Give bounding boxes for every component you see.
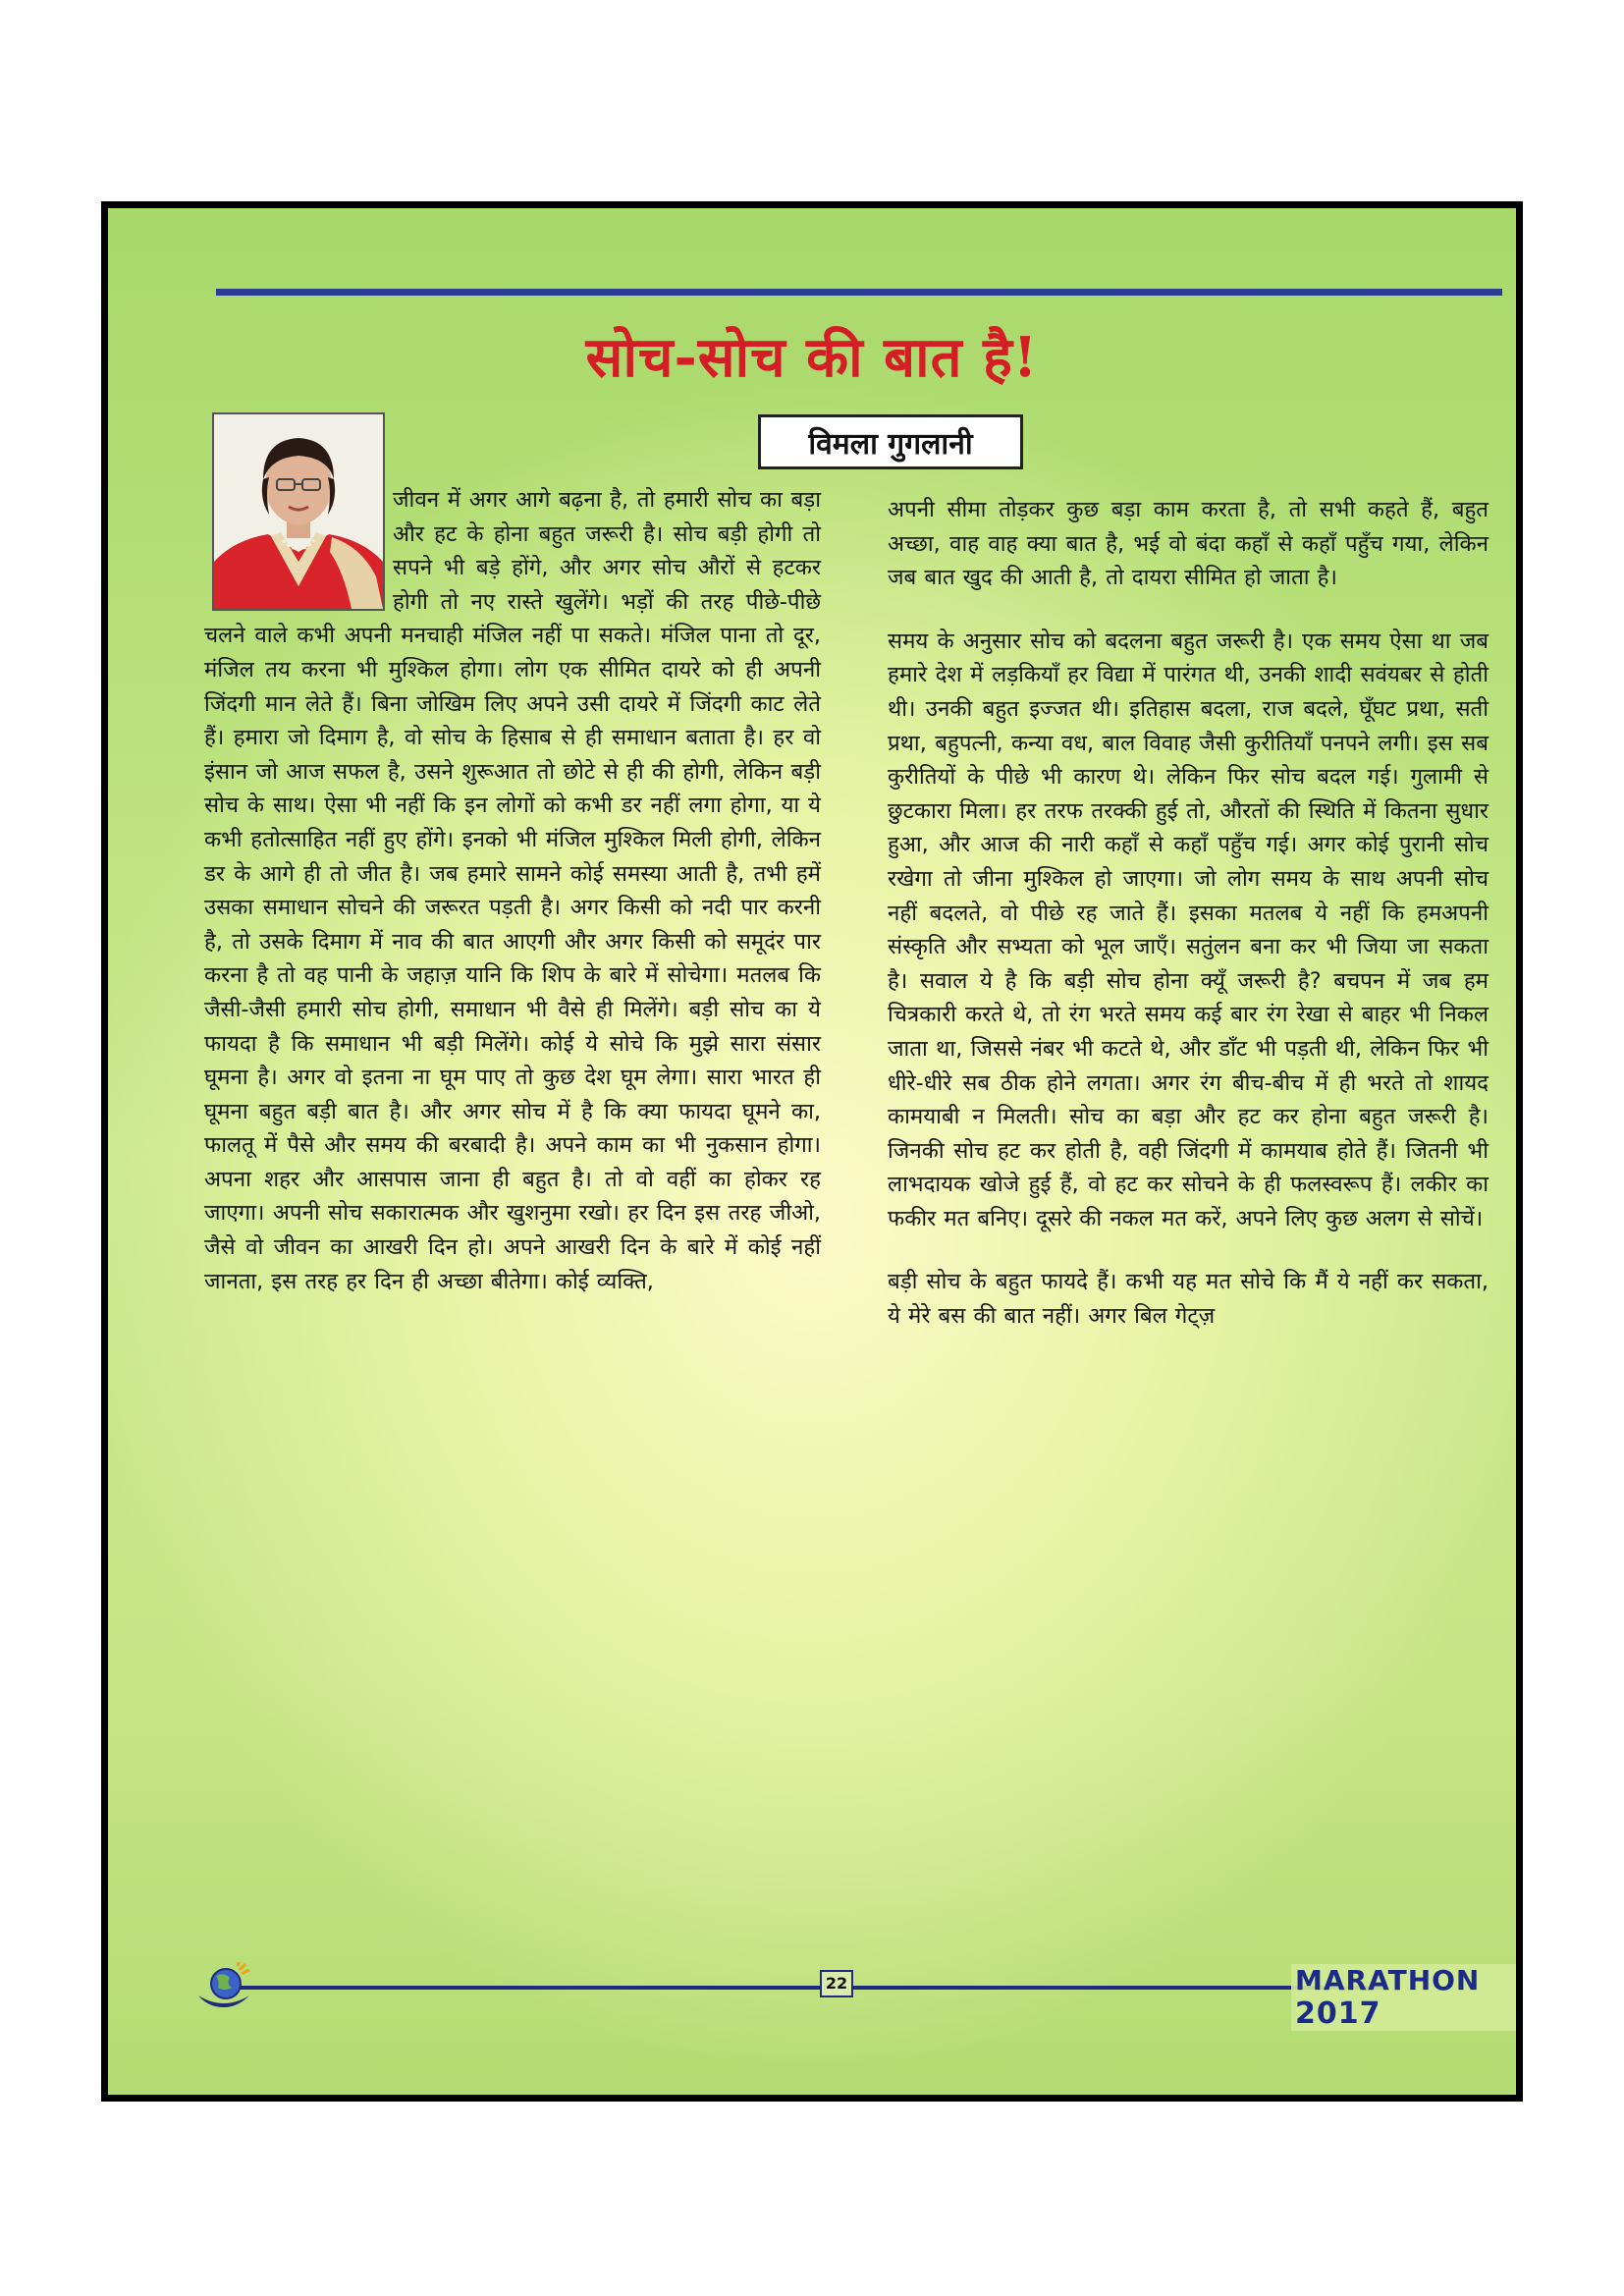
magazine-name <box>1291 1964 1516 2031</box>
right-column <box>888 493 1489 1363</box>
globe-hands-logo-icon <box>194 1962 253 2011</box>
magazine-title: MARATHON <box>1295 1964 1481 1996</box>
article-title: सोच-सोच की बात है! <box>585 325 1039 390</box>
right-paragraph-2: समय के अनुसार सोच को बदलना बहुत जरूरी है। एक समय ऐसा था जब हमारे देश में लड़कियाँ हर विद्या में पारंगत थी, उनकी शादी सवंयबर से होती थी। उनकी बहुत इज्जत थी। इतिहास बदला, राज बदले, घूँघट प्रथा, सती प्रथा, बहुपत्नी, कन्या वध, बाल विवाह जैसी कुरीतियाँ पनपने लगी। इस सब कुरीतियों के पीछे भी कारण थे। लेकिन फिर सोच बदल गई। गुलामी से छुटकारा मिला। हर तरफ तरक्की हुई तो, औरतों की स्थिति में कितना सुधार हुआ, और आज की नारी कहाँ से कहाँ पहुँच गई। अगर कोई पुरानी सोच रखेगा तो जीना मुश्किल हो जाएगा। जो लोग समय के साथ अपनी सोच नहीं बदलते, वो पीछे रह जाते हैं। इसका मतलब ये नहीं कि हमअपनी संस्कृति और सभ्यता को भूल जाएँ। सतुंलन बना कर भी जिया जा सकता है। सवाल ये है कि बड़ी सोच होना क्यूँ जरूरी है? बचपन में जब हम चित्रकारी करते थे, तो रंग भरते समय कई बार रंग रेखा से बाहर भी निकल जाता था, जिससे नंबर भी कटते थे, और डाँट भी पड़ती थी, लेकिन फिर भी धीरे-धीरे सब ठीक होने लगता। अगर रंग बीच-बीच में ही भरते तो शायद कामयाबी न मिलती। सोच का बड़ा और हट कर होना बहुत जरूरी है। जिनकी सोच हट कर होती है, वही जिंदगी में कामयाब होते हैं। जितनी भी लाभदायक खोजे हुई हैं, वो हट कर सोचने के ही फलस्वरूप हैं। लकीर का फकीर मत बनिए। दूसरे की नकल मत करें, अपने लिए कुछ अलग से सोचें। <box>888 628 1489 1231</box>
left-column <box>204 483 821 1298</box>
photo-wrap-spacer <box>204 483 393 619</box>
left-column-text <box>204 483 821 1298</box>
right-paragraph-1: अपनी सीमा तोड़कर कुछ बड़ा काम करता है, तो सभी कहते हैं, बहुत अच्छा, वाह वाह क्या बात है, भई वो बंदा कहाँ से कहाँ पहुँच गया, लेकिन जब बात खुद की आती है, तो दायरा सीमित हो जाता है। <box>888 497 1489 591</box>
page-number: 22 <box>820 1970 853 1997</box>
right-paragraph-3: बड़ी सोच के बहुत फायदे हैं। कभी यह मत सोचे कि मैं ये नहीं कर सकता, ये मेरे बस की बात नहीं। अगर बिल गेट्ज़ <box>888 1269 1489 1330</box>
bottom-rule <box>226 1986 1384 1990</box>
top-rule <box>216 289 1502 296</box>
magazine-year: 2017 <box>1295 1996 1381 2031</box>
magazine-page <box>101 201 1523 2102</box>
author-name-box <box>758 414 1023 469</box>
left-column-body: जीवन में अगर आगे बढ़ना है, तो हमारी सोच का बड़ा और हट के होना बहुत जरूरी है। सोच बड़ी होगी तो सपने भी बड़े होंगे, और अगर सोच औरों से हटकर होगी तो नए रास्ते खुलेंगे। भड़ों की तरह पीछे-पीछे चलने वाले कभी अपनी मनचाही मंजिल नहीं पा सकते। मंजिल पाना तो दूर, मंजिल तय करना भी मुश्किल होगा। लोग एक सीमित दायरे को ही अपनी जिंदगी मान लेते हैं। बिना जोखिम लिए अपने उसी दायरे में जिंदगी काट लेते हैं। हमारा जो दिमाग है, वो सोच के हिसाब से ही समाधान बताता है। हर वो इंसान जो आज सफल है, उसने शुरूआत तो छोटे से ही की होगी, लेकिन बड़ी सोच के साथ। ऐसा भी नहीं कि इन लोगों को कभी डर नहीं लगा होगा, या ये कभी हतोत्साहित नहीं हुए होंगे। इनको भी मंजिल मुश्किल मिली होगी, लेकिन डर के आगे ही तो जीत है। जब हमारे सामने कोई समस्या आती है, तभी हमें उसका समाधान सोचने की जरूरत पड़ती है। अगर किसी को नदी पार करनी है, तो उसके दिमाग में नाव की बात आएगी और अगर किसी को समूदंर पार करना है तो वह पानी के जहाज़ यानि कि शिप के बारे में सोचेगा। मतलब कि जैसी-जैसी हमारी सोच होगी, समाधान भी वैसे ही मिलेंगे। बड़ी सोच का ये फायदा है कि समाधान भी बड़ी मिलेंगे। कोई ये सोचे कि मुझे सारा संसार घूमना है। अगर वो इतना ना घूम पाए तो कुछ देश घूम लेगा। सारा भारत ही घूमना बहुत बड़ी बात है। और अगर सोच में है कि क्या फायदा घूमने का, फालतू में पैसे और समय की बरबादी है। अपने काम का भी नुकसान होगा। अपना शहर और आसपास जाना ही बहुत है। तो वो वहीं का होकर रह जाएगा। अपनी सोच सकारात्मक और खुशनुमा रखो। हर दिन इस तरह जीओ, जैसे वो जीवन का आखरी दिन हो। अपने आखरी दिन के बारे में कोई नहीं जानता, इस तरह हर दिन ही अच्छा बीतेगा। कोई व्यक्ति, <box>204 487 821 1294</box>
author-name: विमला गुगलानी <box>808 426 973 462</box>
